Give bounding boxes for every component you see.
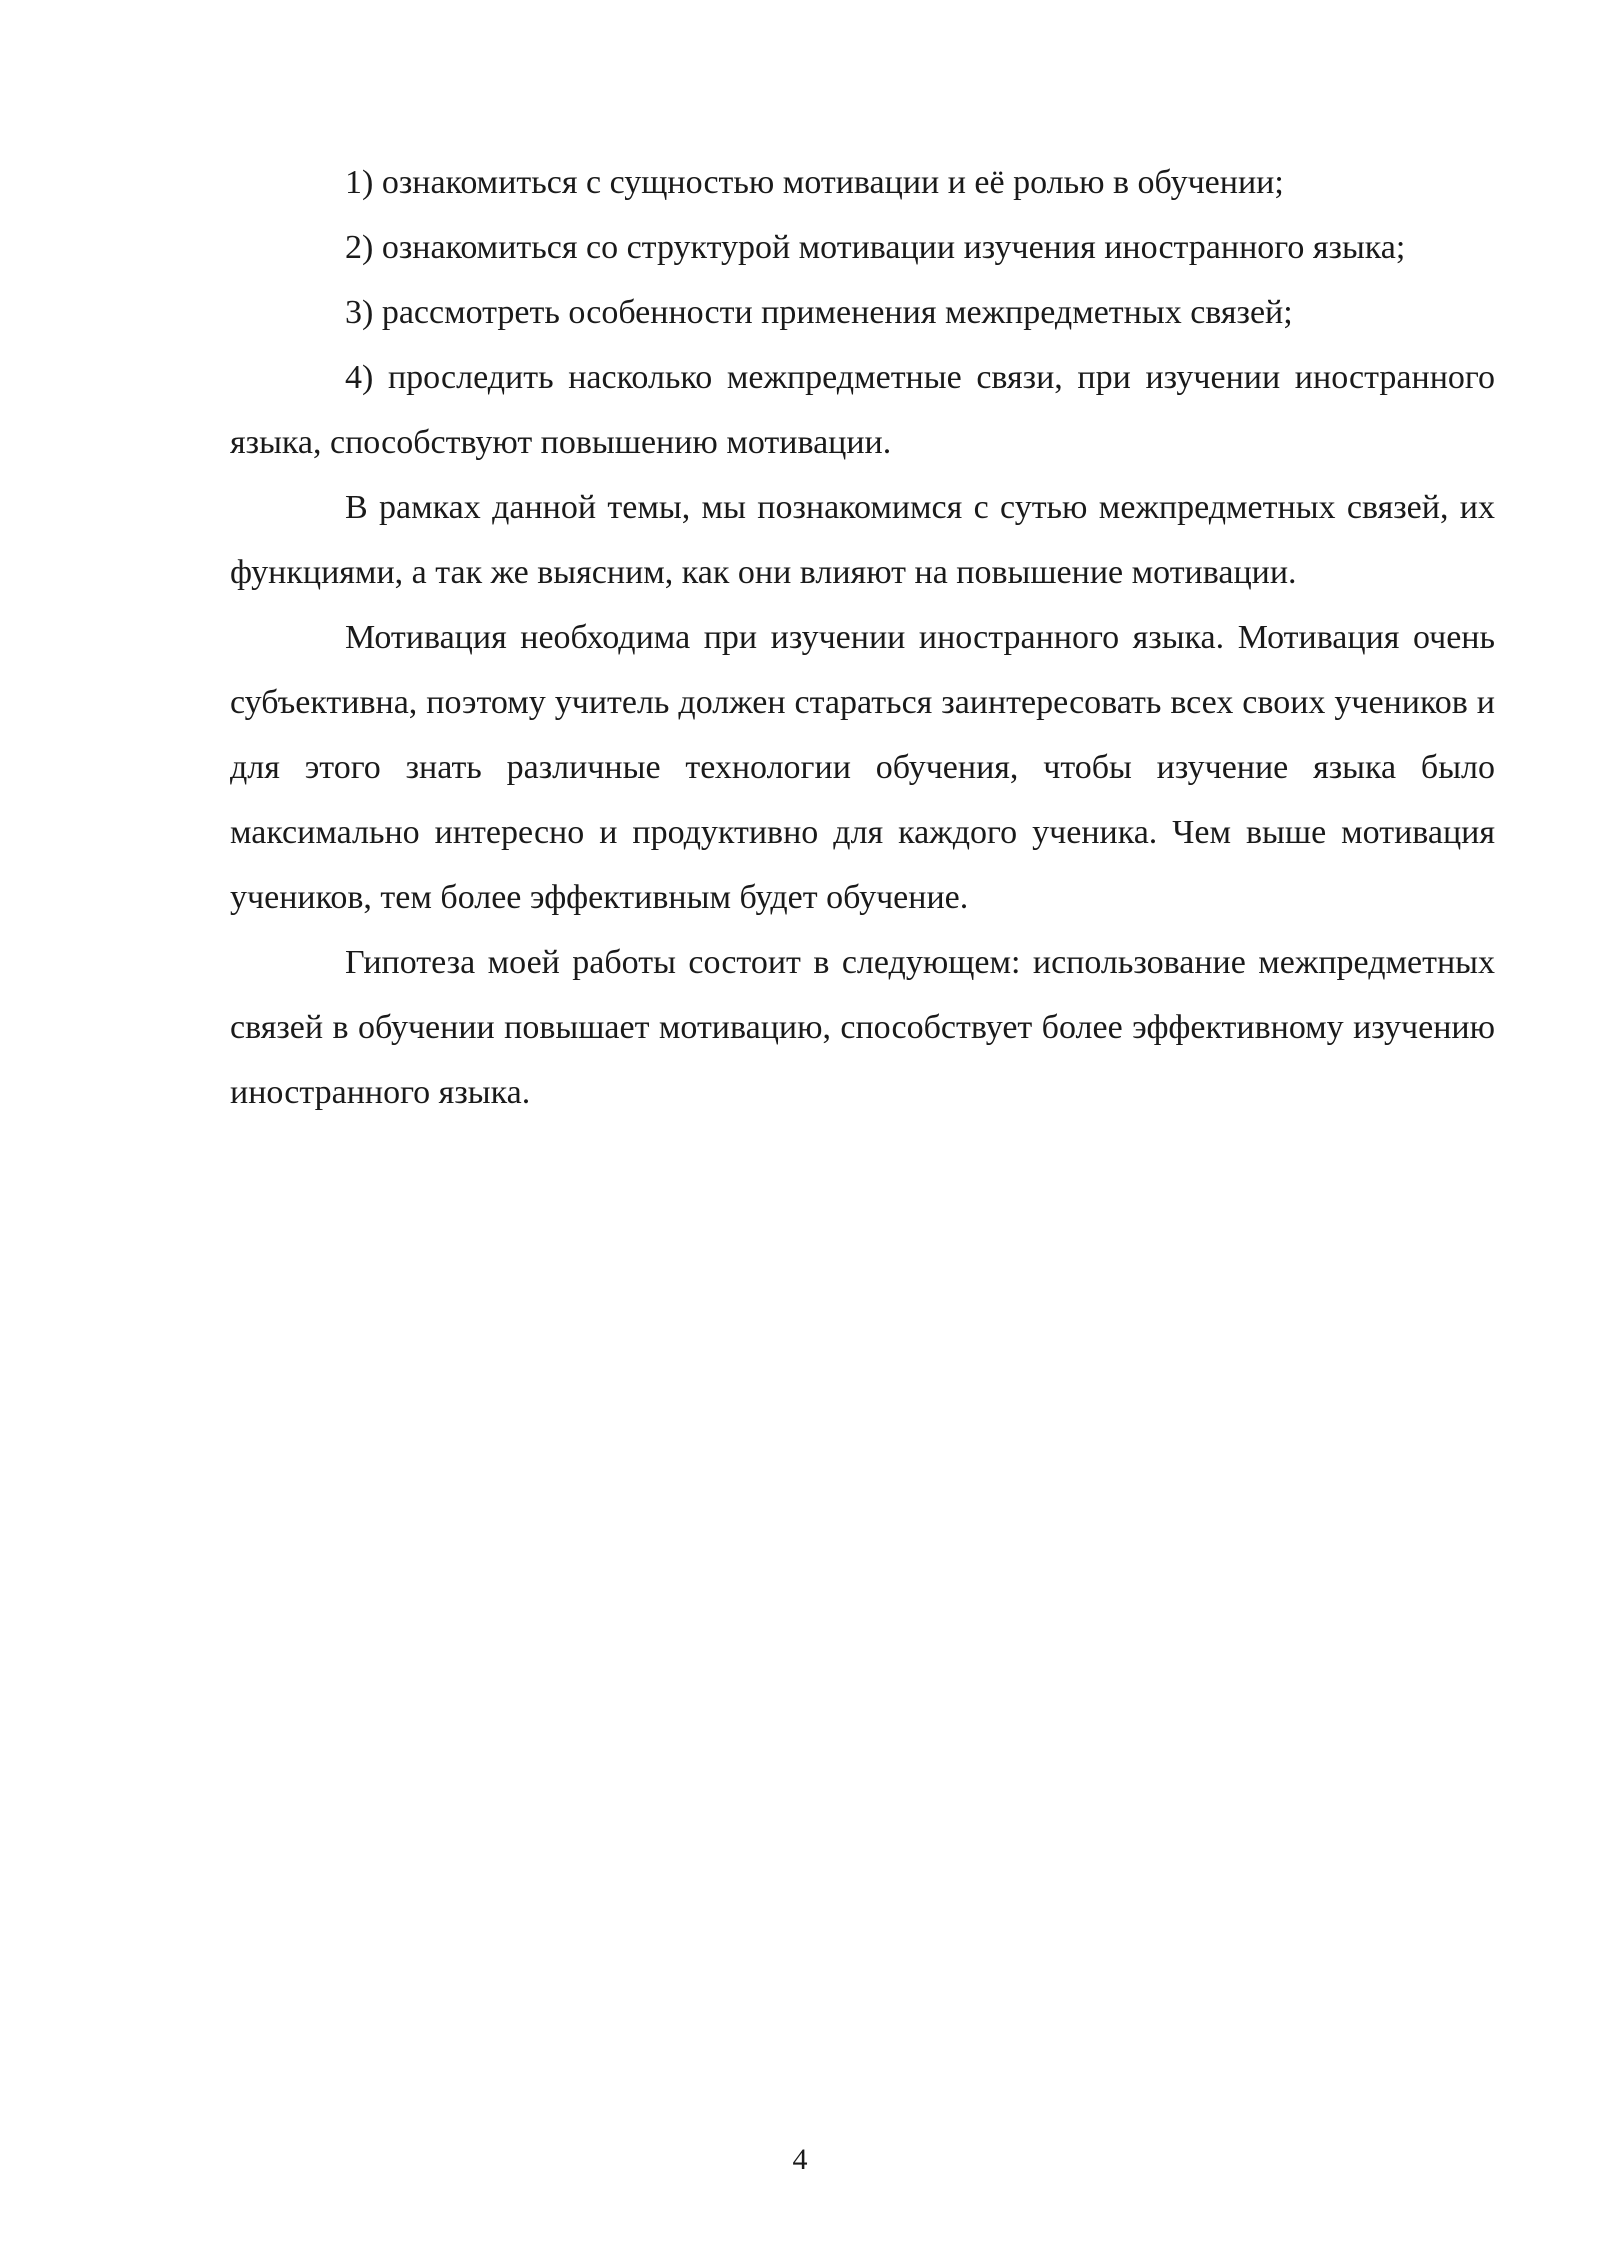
list-item-2: 2) ознакомиться со структурой мотивации изучения иностранного языка; — [345, 229, 1406, 266]
paragraph-topic: В рамках данной темы, мы познакомимся с сутью межпредметных связей, их функциями, а так же выясним, как они влияют на повышение мотивации. — [230, 489, 1495, 591]
paragraph-motivation: Мотивация необходима при изучении иностранного языка. Мотивация очень субъективна, поэтому учитель должен стараться заинтересовать всех своих учеников и для этого знать различные технологии обучения, чтобы изучение языка было максимально интересно и продуктивно для каждого ученика. Чем выше мотивация учеников, тем более эффективным будет обучение. — [230, 619, 1495, 916]
list-item-3: 3) рассмотреть особенности применения межпредметных связей; — [345, 294, 1293, 331]
list-item-4: 4) проследить насколько межпредметные связи, при изучении иностранного языка, способствуют повышению мотивации. — [230, 359, 1495, 461]
body-text — [230, 150, 1495, 1125]
list-item-1: 1) ознакомиться с сущностью мотивации и её ролью в обучении; — [345, 164, 1284, 201]
paragraph-hypothesis: Гипотеза моей работы состоит в следующем: использование межпредметных связей в обучении повышает мотивацию, способствует более эффективному изучению иностранного языка. — [230, 944, 1495, 1111]
page-number: 4 — [792, 2143, 808, 2176]
